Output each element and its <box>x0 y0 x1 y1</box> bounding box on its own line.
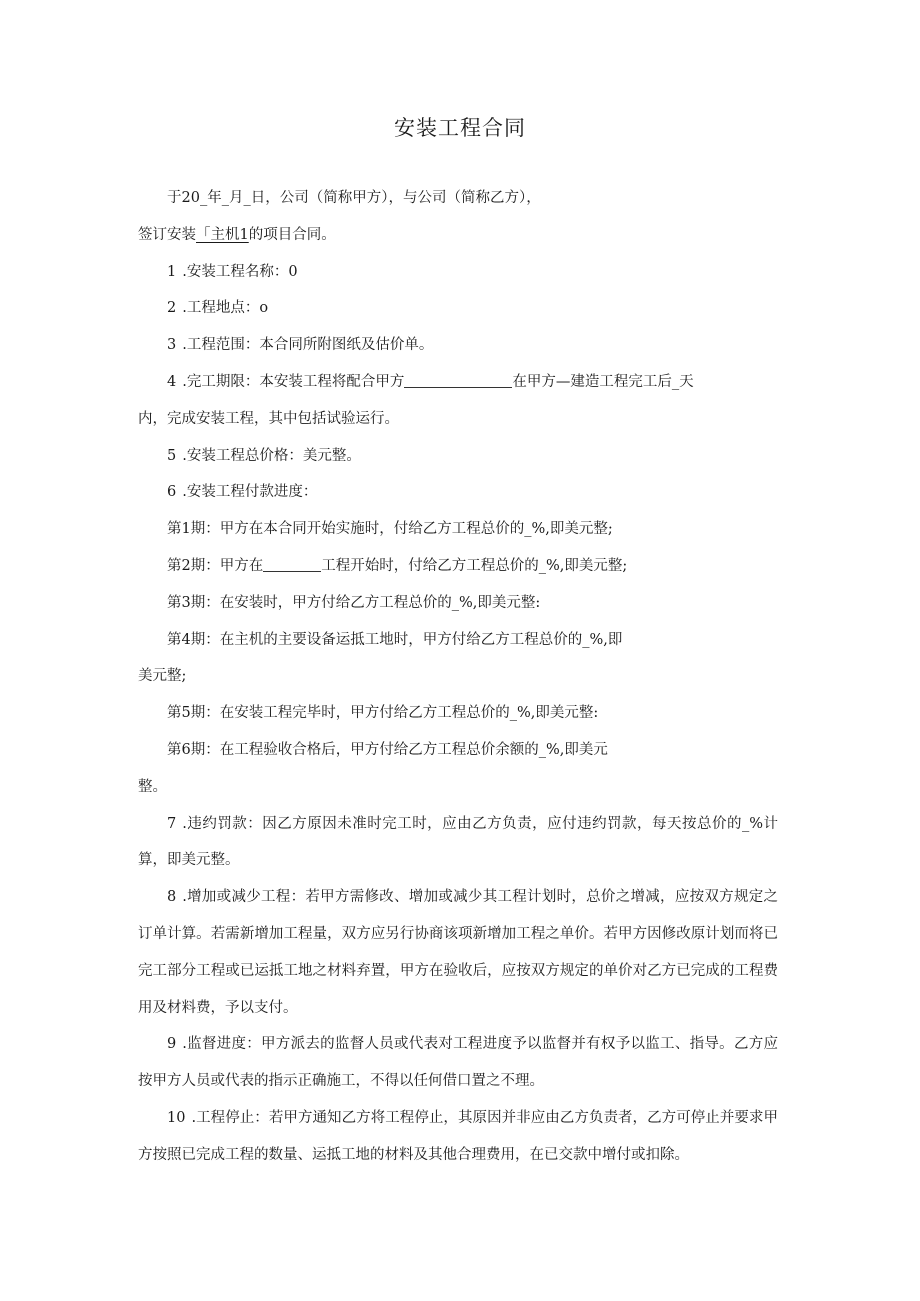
payment-phase-4 <box>138 622 778 659</box>
clause-text: .工程地点：o <box>182 300 269 317</box>
payment-phase-3 <box>138 585 778 622</box>
project-name-underlined: 「主机1 <box>196 226 249 243</box>
payment-text: 第5期：在安装工程完毕时，甲方付给乙方工程总价的_%,即美元整: <box>167 705 599 722</box>
clause-text: 在甲方—建造工程完工后_天 <box>512 373 694 390</box>
clause-text: 内，完成安装工程，其中包括试验运行。 <box>138 410 399 427</box>
clause-4 <box>138 364 778 401</box>
clause-8 <box>138 879 778 1026</box>
document-title: 安装工程合同 <box>394 116 526 140</box>
clause-4-continued <box>138 401 778 438</box>
clause-5 <box>138 438 778 475</box>
payment-phase-4-continued <box>138 658 778 695</box>
clause-number: 10 <box>167 1109 186 1126</box>
clause-text: .工程停止：若甲方通知乙方将工程停止，其原因并非应由乙方负责者，乙方可停止并要求甲方按照已完成工程的数量、运抵工地的材料及其他合理费用，在已交款中增付或扣除。 <box>138 1109 778 1163</box>
clause-number: 9 <box>167 1036 177 1053</box>
clause-text: .安装工程付款进度： <box>182 484 318 501</box>
clause-text: .完工期限：本安装工程将配合甲方 <box>182 373 405 390</box>
intro-line-2 <box>138 217 778 254</box>
payment-phase-6-continued <box>138 769 778 806</box>
payment-phase-6 <box>138 732 778 769</box>
clause-number: 2 <box>167 300 177 317</box>
clause-10 <box>138 1100 778 1174</box>
clause-number: 7 <box>167 815 177 832</box>
clause-text: .违约罚款：因乙方原因未准时完工时，应由乙方负责，应付违约罚款，每天按总价的_%计算，即美元整。 <box>138 815 778 869</box>
clause-9 <box>138 1026 778 1100</box>
clause-number: 4 <box>167 373 177 390</box>
payment-phase-2 <box>138 548 778 585</box>
payment-text: 第3期：在安装时，甲方付给乙方工程总价的_%,即美元整: <box>167 594 541 611</box>
document-body <box>138 180 778 1174</box>
payment-text: 第6期：在工程验收合格后，甲方付给乙方工程总价余额的_%,即美元 <box>167 741 608 758</box>
clause-text: .监督进度：甲方派去的监督人员或代表对工程进度予以监督并有权予以监工、指导。乙方应按甲方人员或代表的指示正确施工，不得以任何借口置之不理。 <box>138 1036 778 1090</box>
payment-phase-5 <box>138 695 778 732</box>
intro-text: 于20_年_月_日，公司（简称甲方），与公司（简称乙方）， <box>167 190 541 206</box>
clause-number: 5 <box>167 447 177 464</box>
clause-7 <box>138 806 778 880</box>
clause-text: .工程范围：本合同所附图纸及估价单。 <box>182 337 434 354</box>
payment-text: 第1期：甲方在本合同开始实施时，付给乙方工程总价的_%,即美元整; <box>167 521 613 538</box>
clause-number: 1 <box>167 263 177 280</box>
clause-number: 8 <box>167 889 177 906</box>
clause-number: 3 <box>167 337 177 354</box>
payment-text: 整。 <box>138 778 167 795</box>
clause-text: .安装工程总价格：美元整。 <box>182 447 361 464</box>
payment-text: 第4期：在主机的主要设备运抵工地时，甲方付给乙方工程总价的_%,即 <box>167 631 623 648</box>
clause-text: .安装工程名称：0 <box>182 263 298 280</box>
payment-text: 美元整; <box>138 668 187 685</box>
payment-text: 工程开始时，付给乙方工程总价的_%,即美元整; <box>321 557 628 574</box>
clause-1 <box>138 254 778 291</box>
intro-line-1 <box>138 180 778 217</box>
fill-in-blank <box>404 372 512 388</box>
clause-number: 6 <box>167 484 177 501</box>
payment-text: 第2期：甲方在 <box>167 557 264 574</box>
intro-text: 的项目合同。 <box>248 226 336 243</box>
clause-text: .增加或减少工程：若甲方需修改、增加或减少其工程计划时，总价之增减，应按双方规定之订单计算。若需新增加工程量，双方应另行协商该项新增加工程之单价。若甲方因修改原计划而将已完工部分工程或已运抵工地之材料弃置，甲方在验收后，应按双方规定的单价对乙方已完成的工程费用及材料费，予以支付。 <box>138 889 778 1016</box>
intro-text: 签订安装 <box>138 226 196 243</box>
clause-2 <box>138 290 778 327</box>
clause-6 <box>138 474 778 511</box>
payment-phase-1 <box>138 511 778 548</box>
fill-in-blank <box>263 556 321 572</box>
clause-3 <box>138 327 778 364</box>
